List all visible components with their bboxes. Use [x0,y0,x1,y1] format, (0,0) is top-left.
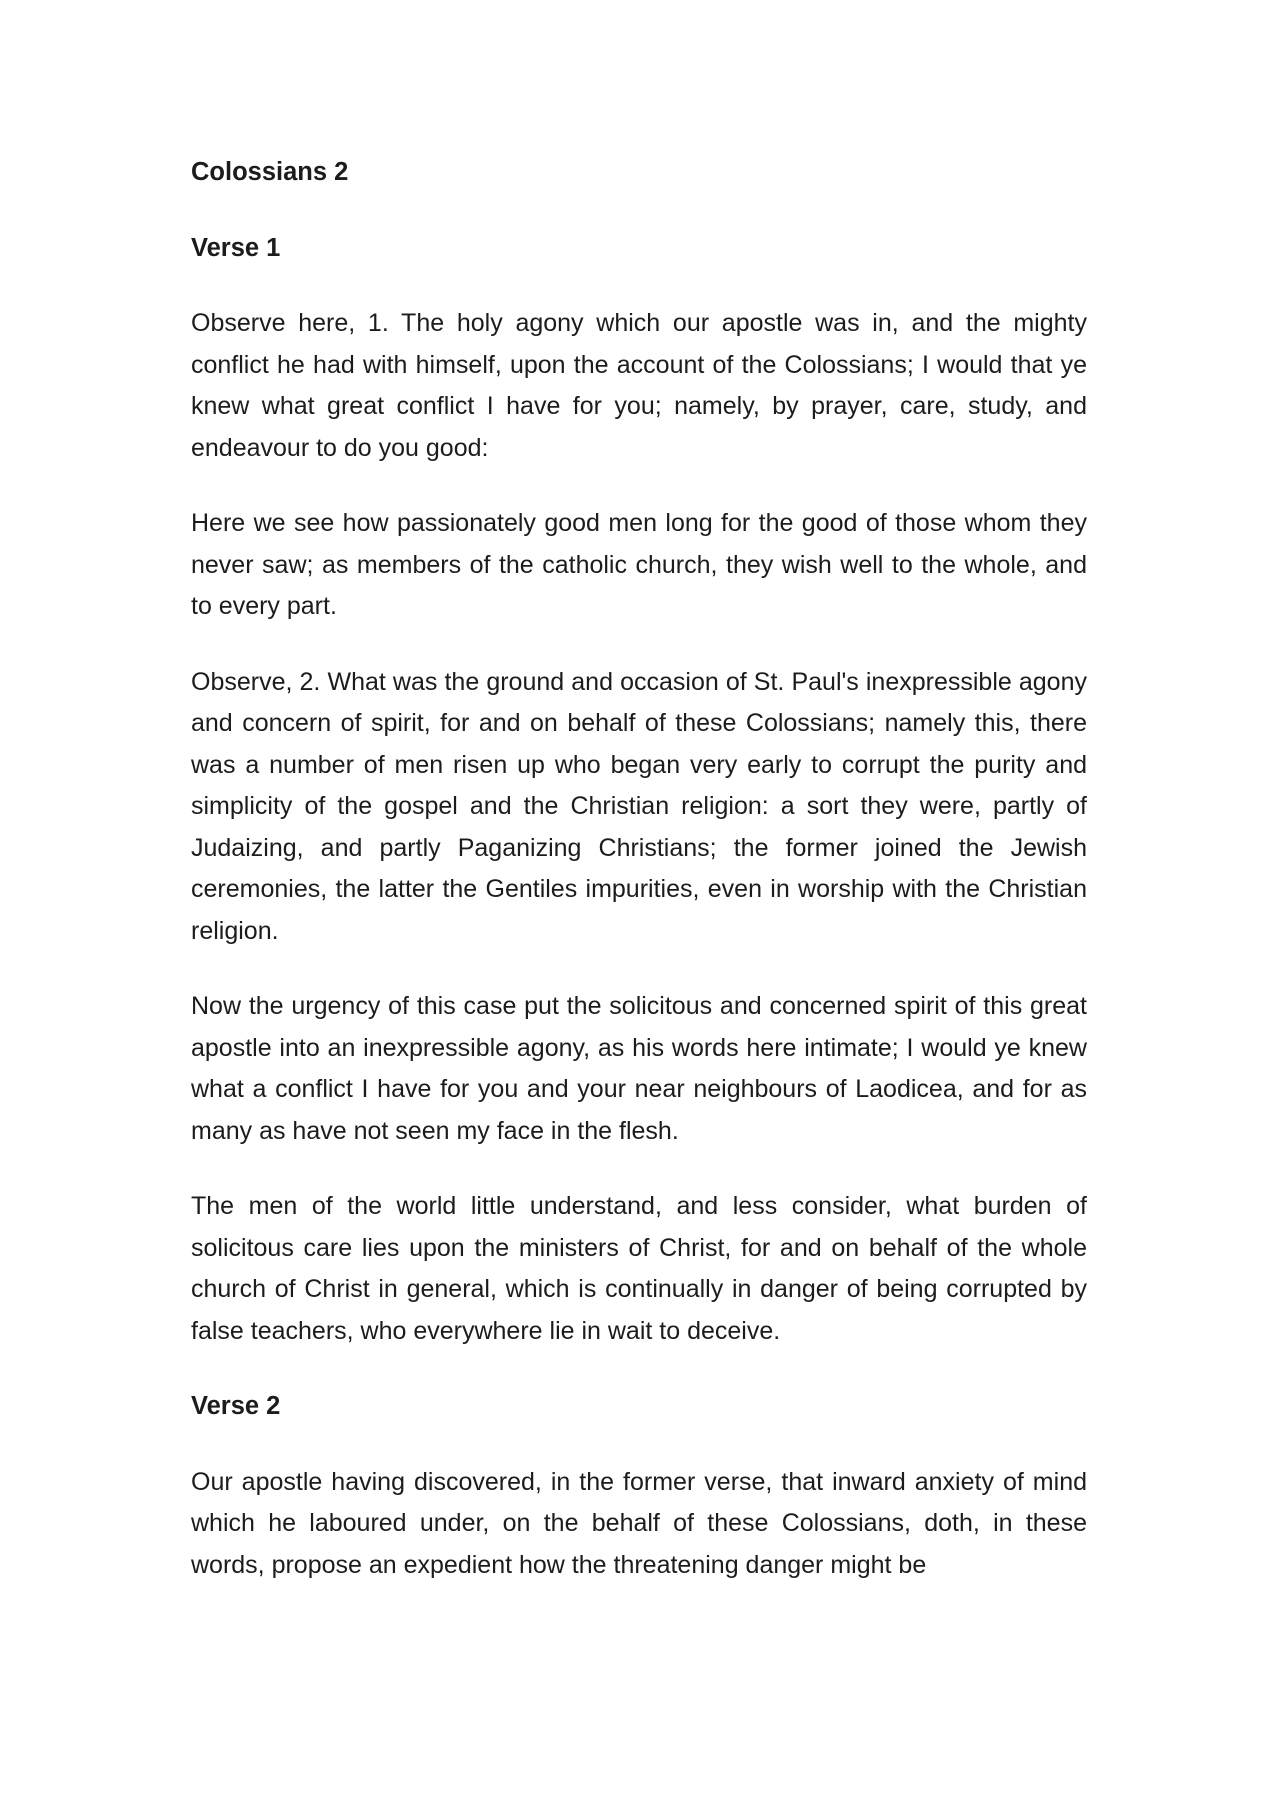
verse-1-paragraph-2: Here we see how passionately good men long for the good of those whom they never saw; as members of the catholic church, they wish well to the whole, and to every part. [191,509,1087,620]
verse-2-paragraph-1: Our apostle having discovered, in the former verse, that inward anxiety of mind which he laboured under, on the behalf of these Colossians, doth, in these words, propose an expedient how the threatening danger might be [191,1467,1087,1579]
verse-1-paragraph-4: Now the urgency of this case put the solicitous and concerned spirit of this great apostle into an inexpressible agony, as his words here intimate; I would ye knew what a conflict I have for you and your near neighbours of Laodicea, and for as many as have not seen my face in the flesh. [191,992,1087,1145]
verse-1-paragraph-3: Observe, 2. What was the ground and occasion of St. Paul's inexpressible agony and concern of spirit, for and on behalf of these Colossians; namely this, there was a number of men risen up who began very early to corrupt the purity and simplicity of the gospel and the Christian religion: a sort they were, partly of Judaizing, and partly Paganizing Christians; the former joined the Jewish ceremonies, the latter the Gentiles impurities, even in worship with the Christian religion. [191,667,1087,945]
verse-1-paragraph-1: Observe here, 1. The holy agony which our apostle was in, and the mighty conflict he had with himself, upon the account of the Colossians; I would that ye knew what great conflict I have for you; namely, by prayer, care, study, and endeavour to do you good: [191,309,1087,462]
chapter-title: Colossians 2 [191,158,349,186]
verse-1-heading: Verse 1 [191,233,281,262]
verse-1-paragraph-5: The men of the world little understand, and less consider, what burden of solicitous care lies upon the ministers of Christ, for and on behalf of the whole church of Christ in general, which is continually in danger of being corrupted by false teachers, who everywhere lie in wait to deceive. [191,1192,1087,1345]
verse-2-heading: Verse 2 [191,1392,281,1420]
